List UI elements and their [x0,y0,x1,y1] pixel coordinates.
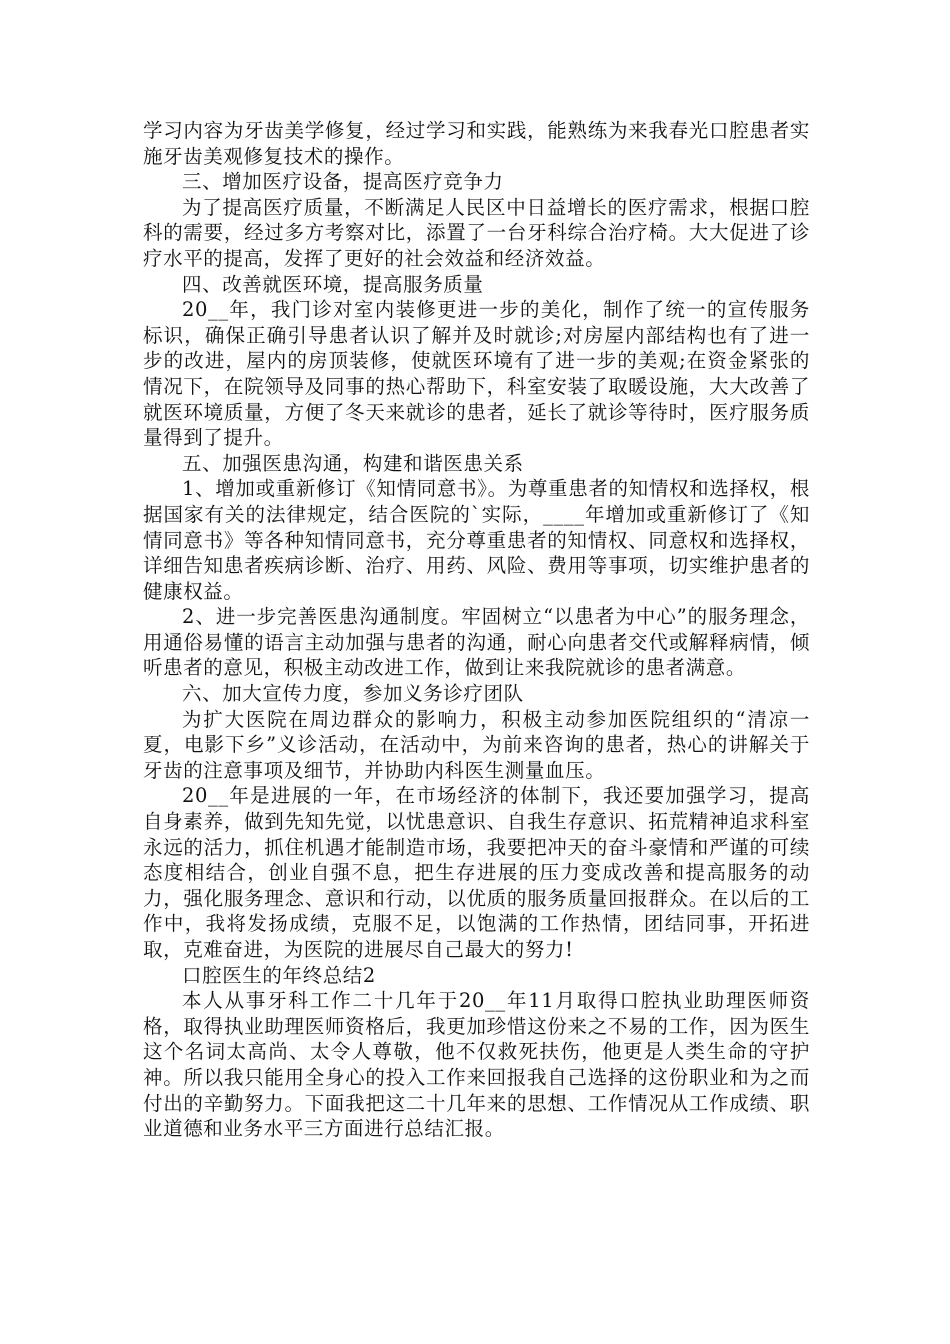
paragraph-continuation: 学习内容为牙齿美学修复，经过学习和实践，能熟练为来我春光口腔患者实施牙齿美观修复技术的操作。 [143,119,810,168]
paragraph-publicity: 为扩大医院在周边群众的影响力，积极主动参加医院组织的“清凉一夏，电影下乡”义诊活动，在活动中，为前来咨询的患者，热心的讲解关于牙齿的注意事项及细节，并协助内科医生测量血压。 [143,707,810,782]
section-heading-environment: 四、改善就医环境，提高服务质量 [182,272,484,296]
section-heading-communication: 五、加强医患沟通，构建和谐医患关系 [182,451,524,475]
document-page [143,118,810,1142]
paragraph-environment: 20__年，我门诊对室内装修更进一步的美化，制作了统一的宣传服务标识，确保正确引导患者认识了解并及时就诊;对房屋内部结构也有了进一步的改进，屋内的房顶装修，使就医环境有了进一步的美观;在资金紧张的情况下，在院领导及同事的热心帮助下，科室安装了取暖设施，大大改善了就医环境质量，方便了冬天来就诊的患者，延长了就诊等待时，医疗服务质量得到了提升。 [143,298,810,450]
section-heading-equipment: 三、增加医疗设备，提高医疗竞争力 [182,170,504,194]
paragraph-equipment: 为了提高医疗质量，不断满足人民区中日益增长的医疗需求，根据口腔科的需要，经过多方考察对比，添置了一台牙科综合治疗椅。大大促进了诊疗水平的提高，发挥了更好的社会效益和经济效益。 [143,195,810,270]
paragraph-communication-system: 2、进一步完善医患沟通制度。牢固树立“以患者为中心”的服务理念，用通俗易懂的语言主动加强与患者的沟通，耐心向患者交代或解释病情，倾听患者的意见，积极主动改进工作，做到让来我院就诊的患者满意。 [143,605,810,680]
section-heading-publicity: 六、加大宣传力度，参加义务诊疗团队 [182,682,524,706]
paragraph-consent: 1、增加或重新修订《知情同意书》。为尊重患者的知情权和选择权，根据国家有关的法律规定，结合医院的`实际，____年增加或重新修订了《知情同意书》等各种知情同意书，充分尊重患者的知情权、同意权和选择权，详细告知患者疾病诊断、治疗、用药、风险、费用等事项，切实维护患者的健康权益。 [143,477,810,603]
paragraph-summary-2: 本人从事牙科工作二十几年于20__年11月取得口腔执业助理医师资格，取得执业助理医师资格后，我更加珍惜这份来之不易的工作，因为医生这个名词太高尚、太令人尊敬，他不仅救死扶伤，他更是人类生命的守护神。所以我只能用全身心的投入工作来回报我自己选择的这份职业和为之而付出的辛勤努力。下面我把这二十几年来的思想、工作情况从工作成绩、职业道德和业务水平三方面进行总结汇报。 [143,989,810,1141]
paragraph-outlook: 20__年是进展的一年，在市场经济的体制下，我还要加强学习，提高自身素养，做到先知先觉，以忧患意识、自我生存意识、拓荒精神追求科室永远的活力，抓住机遇才能制造市场，我要把冲天的奋斗豪情和严谨的可续态度相结合，创业自强不息，把生存进展的压力变成改善和提高服务的动力，强化服务理念、意识和行动，以优质的服务质量回报群众。在以后的工作中，我将发扬成绩，克服不足，以饱满的工作热情，团结同事，开拓进取，克难奋进，为医院的进展尽自己最大的努力! [143,784,810,961]
document-subtitle: 口腔医生的年终总结2 [182,963,376,987]
